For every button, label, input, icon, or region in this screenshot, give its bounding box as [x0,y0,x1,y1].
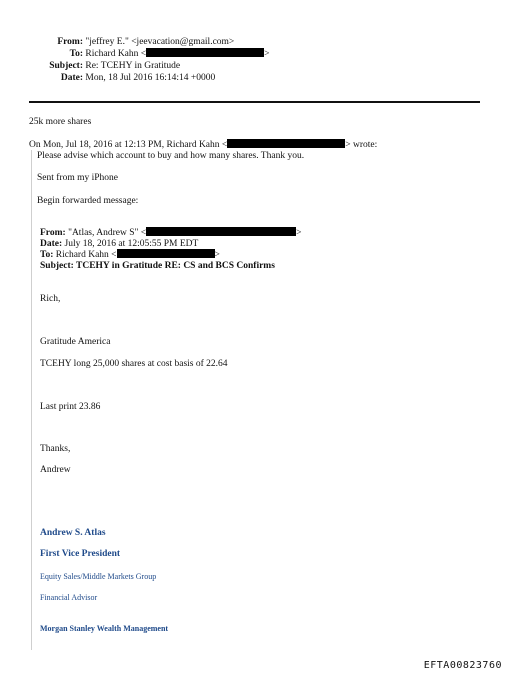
header-from-label: From: [57,37,83,47]
quote-bar [31,150,32,650]
header-from-value: "jeffrey E." <jeevacation@gmail.com> [85,37,235,47]
header-divider [29,101,480,103]
redaction-bar [227,139,345,148]
header-date-row [47,72,215,84]
header-to-suffix: > [264,49,270,59]
header-to-label: To: [69,49,83,59]
quote-forward-intro: Begin forwarded message: [37,196,139,206]
redaction-bar [117,249,215,258]
header-date-value: Mon, 18 Jul 2016 16:14:14 +0000 [85,73,216,83]
fwd-signoff: Andrew [40,465,71,475]
fwd-thanks: Thanks, [40,444,71,454]
fwd-from-prefix: "Atlas, Andrew S" < [68,228,147,238]
header-date-label: Date: [60,73,83,83]
fwd-to-suffix: > [214,250,220,260]
fwd-subject-row [40,260,275,272]
fwd-to-label: To: [40,250,54,260]
header-from-row [47,36,234,48]
header-to-row [47,48,270,60]
header-subject-row [47,60,180,72]
header-to-prefix: Richard Kahn < [85,49,147,59]
signature-name: Andrew S. Atlas [40,528,106,538]
redaction-bar [146,48,264,57]
reply-text: 25k more shares [29,117,92,127]
fwd-account: Gratitude America [40,337,111,347]
fwd-last-print: Last print 23.86 [40,402,101,412]
signature-group: Equity Sales/Middle Markets Group [40,572,157,581]
redaction-bar [146,227,296,236]
fwd-greeting: Rich, [40,294,61,304]
quote-intro-suffix: > wrote: [345,140,378,150]
quote-sent-from: Sent from my iPhone [37,173,119,183]
fwd-from-suffix: > [296,228,302,238]
signature-firm: Morgan Stanley Wealth Management [40,624,169,633]
fwd-subject-value: TCEHY in Gratitude RE: CS and BCS Confirms [76,261,275,271]
fwd-position: TCEHY long 25,000 shares at cost basis of 22.64 [40,359,228,369]
bates-number: EFTA00823760 [423,660,502,671]
fwd-date-value: July 18, 2016 at 12:05:55 PM EDT [64,239,199,249]
quote-intro-prefix: On Mon, Jul 18, 2016 at 12:13 PM, Richard Kahn < [29,140,228,150]
quote-line: Please advise which account to buy and how many shares. Thank you. [37,151,305,161]
fwd-to-prefix: Richard Kahn < [55,250,117,260]
signature-title: First Vice President [40,549,121,559]
signature-role: Financial Advisor [40,593,98,602]
fwd-date-label: Date: [40,239,63,249]
fwd-from-label: From: [40,228,66,238]
header-subject-value: Re: TCEHY in Gratitude [85,61,181,71]
header-subject-label: Subject: [49,61,83,71]
fwd-subject-label: Subject: [40,261,74,271]
